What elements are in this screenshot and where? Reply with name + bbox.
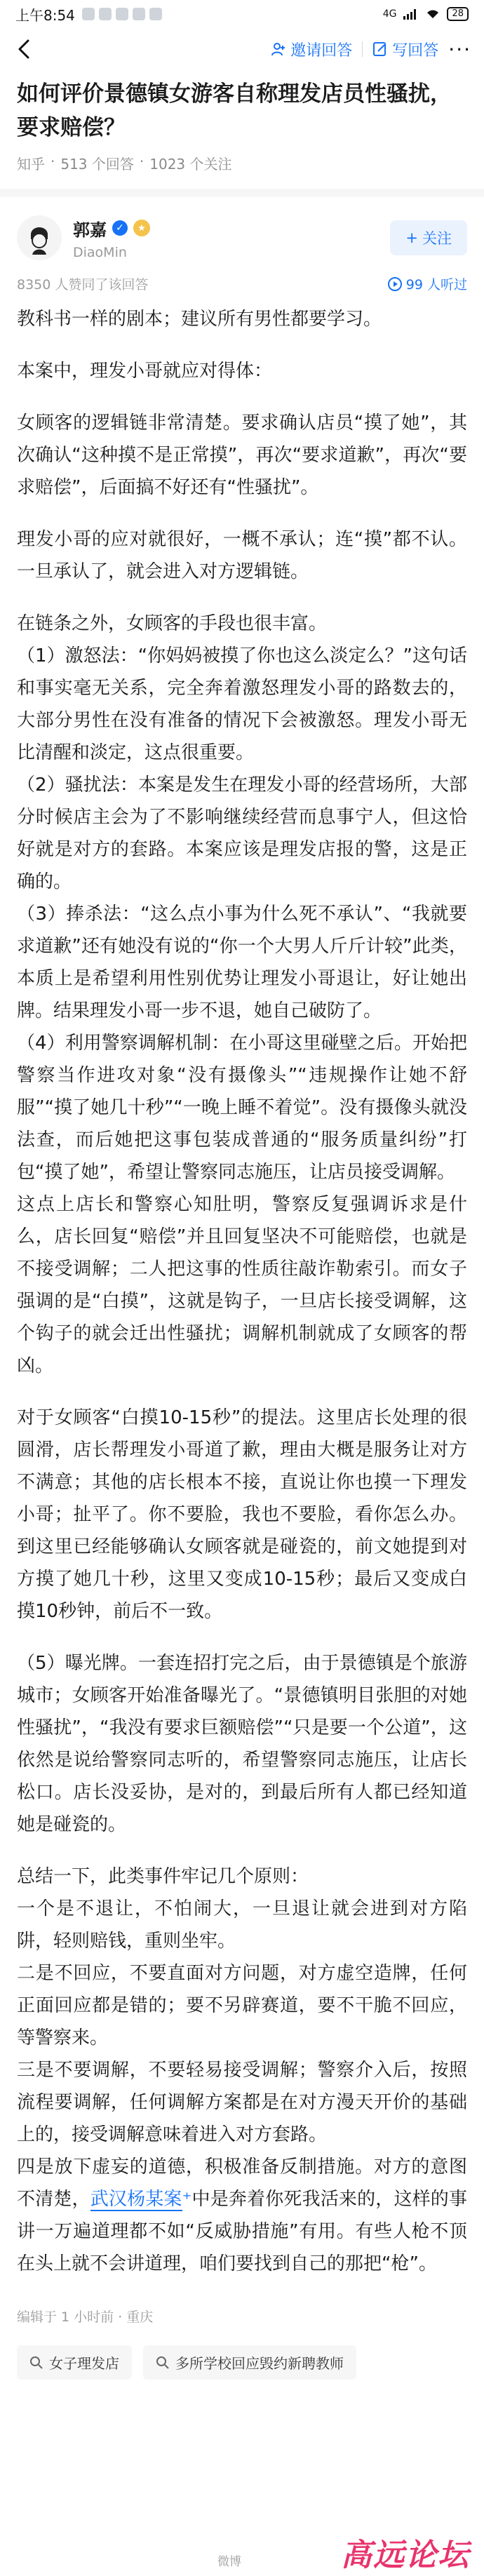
answer-paragraph: （5）曝光牌。一套连招打完之后，由于景德镇是个旅游城市；女顾客开始准备曝光了。“景德镇明目张胆的对她性骚扰”，“我没有要求巨额赔偿”“只是要一个公道”，这依然是说给警察同志听的，希望警察同志施压，让店长松口。店长没妥协，是对的，到最后所有人都已经知道她是碰瓷的。: [17, 1653, 467, 1835]
keyword-link[interactable]: 武汉杨某案: [90, 2189, 182, 2210]
signal-icon: [403, 8, 419, 20]
nav-divider: [362, 41, 363, 57]
topic-tag[interactable]: [143, 2345, 356, 2380]
answer-paragraph: （4）利用警察调解机制：在小哥这里碰壁之后。开始把警察当作进攻对象“没有摄像头”“违规操作让她不舒服”“摸了她几十秒”“一晚上睡不着觉”。没有摄像头就没法查，而后她把这事包装成普通的“服务质量纠纷”打包“摸了她”，希望让警察同志施压，让店员接受调解。: [17, 1033, 467, 1183]
avatar[interactable]: [17, 215, 62, 260]
author-subtitle: DiaoMin: [73, 244, 127, 260]
answer-content: [0, 293, 484, 2280]
verified-badge-icon: ✓: [112, 220, 128, 236]
write-answer-button[interactable]: [372, 39, 438, 60]
app-notification-icon: [99, 8, 112, 20]
listen-count: 99 人听过: [405, 277, 467, 293]
follow-button[interactable]: [390, 220, 467, 255]
status-right: [383, 7, 469, 21]
app-notification-icon: [82, 8, 95, 20]
answer-stats: [0, 260, 484, 293]
nav-bar: [0, 28, 484, 70]
more-options-icon[interactable]: ···: [448, 37, 471, 61]
battery-indicator: 28: [447, 7, 469, 21]
listen-button[interactable]: [388, 274, 467, 293]
site-watermark: 高远论坛: [341, 2537, 470, 2573]
topic-tag-label: 女子理发店: [49, 2355, 119, 2372]
answer-paragraph: 本案中，理发小哥就应对得体：: [17, 361, 273, 382]
network-label: 4G: [382, 8, 397, 20]
edited-info: 编辑于 1 小时前 · 重庆: [17, 2309, 154, 2325]
status-time: 上午8:54: [15, 6, 75, 24]
status-left: [15, 4, 162, 25]
status-bar: [0, 0, 484, 28]
section-divider: [0, 189, 484, 197]
agree-count: 8350 人赞同了该回答: [17, 277, 149, 293]
paragraph-text: 四是放下虚妄的道德，积极准备反制措施。对方的意图不清楚，: [17, 2156, 467, 2210]
write-answer-label: 写回答: [392, 41, 439, 60]
answer-paragraph: 对于女顾客“白摸10-15秒”的提法。这里店长处理的很圆滑，店长帮理发小哥道了歉，理由大概是服务让对方不满意；其他的店长根本不接，直说让你也摸一下理发小哥；扯平了。你不要脸，我也不要脸，看你怎么办。到这里已经能够确认女顾客就是碰瓷的，前文她提到对方摸了她几十秒，这里又变成10-15秒；最后又变成白摸10秒钟，前后不一致。: [17, 1407, 467, 1622]
answer-paragraph: 理发小哥的应对就很好，一概不承认；连“摸”都不认。一旦承认了，就会进入对方逻辑链。: [17, 529, 467, 582]
app-notification-icon: [133, 8, 145, 20]
answer-paragraph: 三是不要调解，不要轻易接受调解；警察介入后，按照流程要调解，任何调解方案都是在对方漫天开价的基础上的，接受调解意味着进入对方套路。: [17, 2060, 467, 2145]
source-label: 知乎: [17, 156, 45, 173]
answer-paragraph: 在链条之外，女顾客的手段也很丰富。: [17, 613, 328, 634]
avatar-image-icon: [17, 215, 62, 260]
edit-pencil-icon: [372, 41, 388, 57]
plus-icon: +: [405, 229, 418, 246]
search-icon: [156, 2356, 170, 2370]
topic-tag[interactable]: [17, 2345, 132, 2380]
keyword-search-icon: ⁺: [182, 2189, 192, 2210]
medal-badge-icon: ★: [133, 220, 150, 236]
app-notification-icon: [149, 8, 162, 20]
author-info: [73, 216, 379, 260]
answer-paragraph: 总结一下，此类事件牢记几个原则：: [17, 1866, 309, 1887]
wifi-icon: [426, 8, 440, 20]
weibo-watermark: 微博: [217, 2555, 241, 2569]
question-header: [0, 70, 484, 173]
author-row: [0, 197, 484, 260]
answer-paragraph: 一个是不退让，不怕闹大，一旦退让就会进到对方陷阱，轻则赔钱，重则坐牢。: [17, 1898, 467, 1952]
follow-label: 关注: [422, 230, 452, 247]
answer-paragraph: （3）捧杀法：“这么点小事为什么死不承认”、“我就要求道歉”还有她没有说的“你一个大男人斤斤计较”此类，本质上是希望利用性别优势让理发小哥退让，好让她出牌。结果理发小哥一步不退，她自己破防了。: [17, 904, 467, 1021]
answer-paragraph: [17, 2151, 467, 2280]
answer-paragraph: 教科书一样的剧本；建议所有男性都要学习。: [17, 309, 382, 330]
author-name-row: [73, 216, 379, 241]
app-notification-icon: [116, 8, 128, 20]
topic-tag-label: 多所学校回应毁约新聘教师: [175, 2355, 344, 2372]
answer-paragraph: （2）骚扰法：本案是发生在理发小哥的经营场所，大部分时候店主会为了不影响继续经营而息事宁人，但这恰好就是对方的套路。本案应该是理发店报的警，这是正确的。: [17, 774, 467, 892]
invite-user-icon: [271, 41, 286, 57]
audio-listen-icon: [388, 277, 402, 291]
meta-separator: ·: [139, 153, 144, 170]
notification-icons: [82, 8, 162, 20]
nav-actions: [271, 38, 471, 61]
answer-paragraph: 这点上店长和警察心知肚明，警察反复强调诉求是什么，店长回复“赔偿”并且回复坚决不可能赔偿，也就是不接受调解；二人把这事的性质往敲诈勒索引。而女子强调的是“白摸”，这就是钩子，一旦店长接受调解，这个钩子的就会迁出性骚扰；调解机制就成了女顾客的帮凶。: [17, 1194, 467, 1376]
author-name[interactable]: 郭嘉: [73, 220, 107, 240]
back-arrow-icon[interactable]: [14, 39, 34, 59]
topic-tags: [0, 2326, 484, 2380]
answer-paragraph: （1）激怒法：“你妈妈被摸了你也这么淡定么？”这句话和事实毫无关系，完全奔着激怒理发小哥的路数去的，大部分男性在没有准备的情况下会被激怒。理发小哥无比清醒和淡定，这点很重要。: [17, 645, 467, 763]
question-meta: [17, 153, 467, 173]
follower-count: 1023 个关注: [149, 156, 232, 173]
invite-answer-button[interactable]: [271, 39, 352, 60]
paragraph-text: 中是奔着你死我活来的，这样的事讲一万遍道理都不如“反威胁措施”有用。有些人枪不顶在头上就不会讲道理，咱们要找到自己的那把“枪”。: [17, 2189, 467, 2274]
answer-paragraph: 女顾客的逻辑链非常清楚。要求确认店员“摸了她”，其次确认“这种摸不是正常摸”，再次“要求道歉”，再次“要求赔偿”，后面搞不好还有“性骚扰”。: [17, 412, 467, 498]
answer-paragraph: 二是不回应，不要直面对方问题，对方虚空造牌，任何正面回应都是错的；要不另辟赛道，要不干脆不回应，等警察来。: [17, 1963, 467, 2048]
search-icon: [29, 2356, 43, 2370]
meta-separator: ·: [51, 153, 55, 170]
question-title[interactable]: 如何评价景德镇女游客自称理发店员性骚扰，要求赔偿？: [17, 81, 452, 140]
answer-count[interactable]: 513 个回答: [60, 156, 134, 173]
invite-answer-label: 邀请回答: [290, 41, 353, 60]
